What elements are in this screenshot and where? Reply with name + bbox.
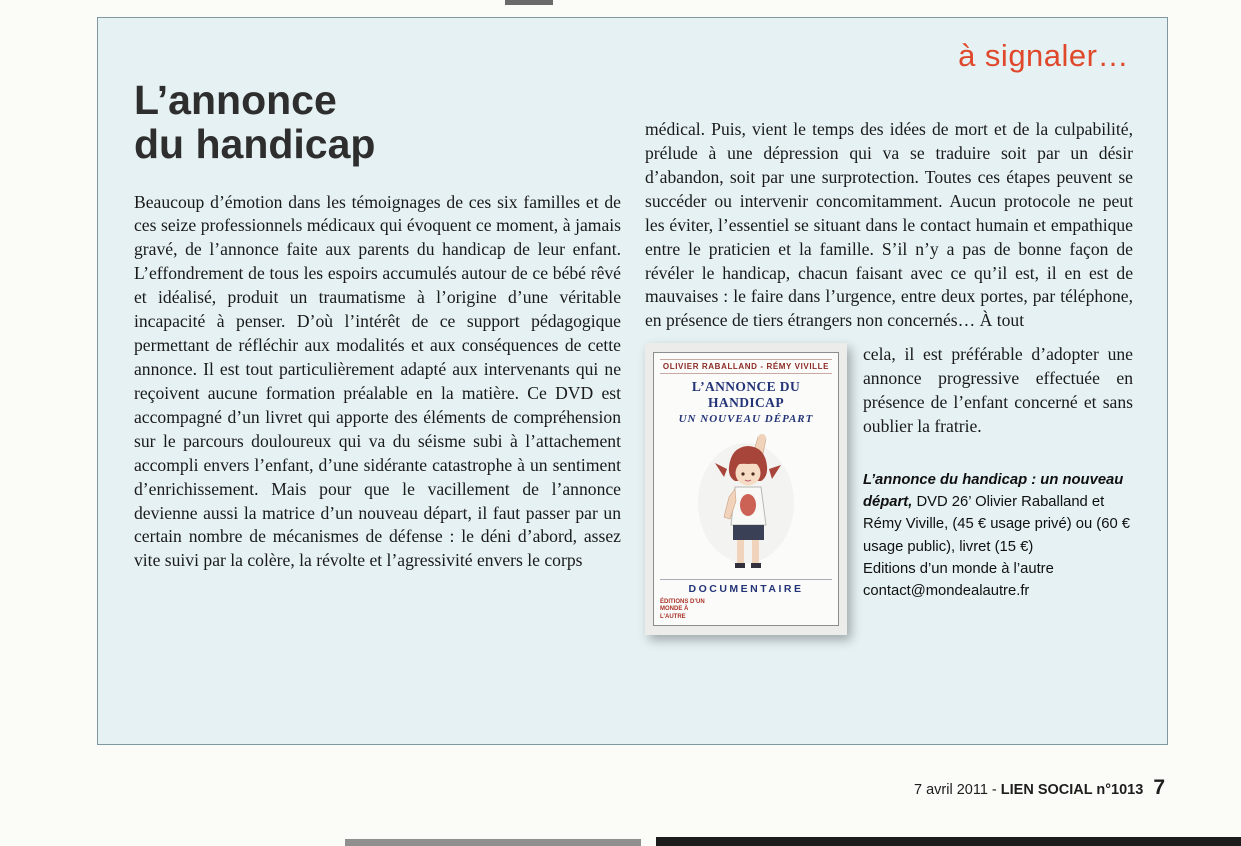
- caption-contact-email: contact@mondealautre.fr: [863, 582, 1030, 599]
- article-panel: [97, 17, 1168, 745]
- footer-journal-name: LIEN SOCIAL n°1013: [1000, 782, 1144, 798]
- dvd-subtitle: UN NOUVEAU DÉPART: [678, 413, 814, 426]
- article-paragraph-wrap: cela, il est préférable d’adopter une annonce progressive effectuée en présence de l’enfant concerné et sans oublier la fratrie.: [863, 344, 1133, 437]
- footer-date: 7 avril 2011 -: [914, 782, 1001, 798]
- caption-publisher: Editions d’un monde à l’autre: [863, 560, 1054, 577]
- dvd-genre: DOCUMENTAIRE: [660, 579, 832, 595]
- dvd-authors: OLIVIER RABALLAND - RÉMY VIVILLE: [660, 359, 832, 374]
- right-column: [645, 118, 1133, 635]
- article-title: [134, 78, 621, 167]
- dvd-and-caption-zone: [645, 343, 1133, 635]
- article-title-line2: du handicap: [134, 121, 376, 168]
- caption-details: DVD 26’ Olivier Raballand et Rémy Viville, (45 € usage privé) ou (60 € usage public), livret (15 €): [863, 494, 1131, 555]
- wrap-text-block: [863, 343, 1133, 635]
- article-title-line1: L’annonce: [134, 77, 337, 123]
- left-column: [134, 78, 621, 573]
- footer-page-number: 7: [1153, 776, 1165, 799]
- dvd-title: L’ANNONCE DU HANDICAP: [691, 379, 801, 411]
- dvd-caption: [863, 469, 1133, 602]
- section-header: à signaler…: [958, 38, 1129, 73]
- dvd-illustration-girl: [660, 425, 832, 579]
- article-paragraph-left: Beaucoup d’émotion dans les témoignages de ces six familles et de ces seize professionnels médicaux qui évoquent ce moment, à jamais gravé, de l’annonce faite aux parents du handicap de leur enfant. L’effondrement de tous les espoirs accumulés autour de ce bébé rêvé et idéalisé, produit un traumatisme à l’origine d’une véritable incapacité à penser. D’où l’intérêt de ce support pédagogique permettant de réfléchir aux modalités et aux conséquences de cette annonce. Il est tout particulièrement adapté aux intervenants qui ne reçoivent aucune formation préalable en la matière. Ce DVD est accompagné d’un livret qui apporte des éléments de compréhension sur le parcours douloureux qui va du séisme subi à l’attachement accompli envers l’enfant, d’une sidérante catastrophe à un sentiment d’enrichissement. Mais pour que le vacillement de l’annonce devienne aussi la matrice d’un nouveau départ, il faut passer par un certain nombre de mécanismes de défense : le déni d’abord, assez vite suivi par la colère, la révolte et l’agressivité envers le corps: [134, 191, 621, 571]
- page-footer: [0, 776, 1165, 800]
- dvd-cover-photo: [645, 343, 847, 635]
- article-paragraph-right: médical. Puis, vient le temps des idées de mort et de la culpabilité, prélude à une dépression qui va se traduire soit par un désir d’abandon, soit par une surprotection. Toutes ces étapes peuvent se succéder ou intervenir concomitamment. Aucun protocole ne peut les éviter, l’essentiel se situant dans le contact humain et empathique entre le praticien et la famille. S’il n’y a pas de bonne façon de révéler le handicap, chacun faisant avec ce qu’il est, il en est de mauvaises : le faire dans l’urgence, entre deux portes, par téléphone, en présence de tiers étrangers non concernés… À tout: [645, 119, 1133, 331]
- scan-artifact-bottom-gray: [345, 839, 641, 846]
- scan-artifact-top: [505, 0, 553, 5]
- caption-title: L’annonce du handicap : un nouveau départ,: [863, 471, 1124, 511]
- scan-artifact-bottom-dark: [656, 837, 1241, 846]
- dvd-publisher-logo: ÉDITIONS D’UN MONDE À L’AUTRE: [660, 598, 705, 620]
- dvd-cover: [653, 352, 839, 626]
